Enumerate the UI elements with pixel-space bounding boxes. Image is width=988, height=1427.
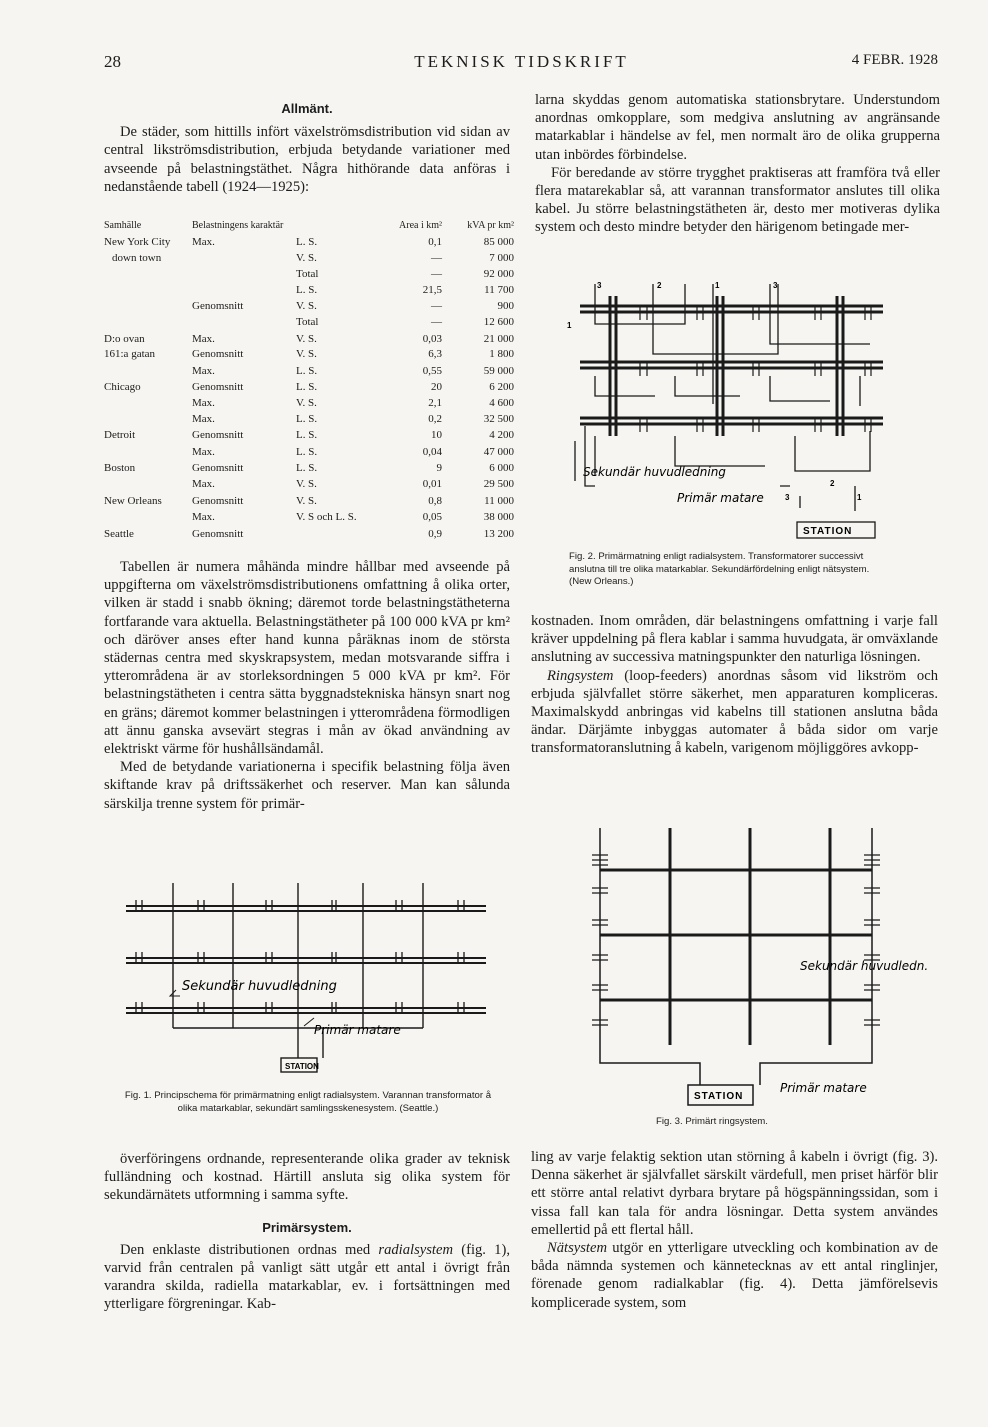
cell-kva: 12 600 bbox=[483, 316, 514, 329]
cell-character bbox=[192, 251, 296, 267]
paragraph: kostnaden. Inom områden, där belastningens omfattning i varje fall kräver uppdelning på flera kablar i samma huvudgata, är omväxlande anslutning av successiva matningspunkter den naturliga lösningen. bbox=[531, 613, 938, 666]
cell-kva: 1 800 bbox=[489, 348, 514, 361]
cell-kva: 11 000 bbox=[484, 494, 514, 507]
cell-character: Genomsnitt bbox=[192, 461, 244, 474]
cell-character: Genomsnitt bbox=[192, 494, 244, 507]
paragraph: Nätsystem utgör en ytterligare utveckling och kombination av de båda nämnda systemen och kännetecknas av ett antal ringlinjer, förenade genom radialkablar (fig. 4). Detta jämförelsevis komplicerade system, som bbox=[531, 1240, 938, 1311]
cell-city: Chicago bbox=[104, 381, 141, 394]
table-row bbox=[104, 428, 514, 444]
cell-system: L. S. bbox=[296, 364, 318, 377]
figure-1-diagram bbox=[118, 878, 498, 1083]
paragraph: ling av varje felaktig sektion utan störning å kabeln i övrigt (fig. 3). Denna säkerhet är självfallet särskilt värdefull, men priset härför blir ett större antal relativt dyrbara brytare på högspänningssidan, som i vissa fall kan tala för andra lösningar. Detta system användes emellertid på ett flertal håll. bbox=[531, 1149, 938, 1238]
fig2-side-label: 1 bbox=[567, 321, 572, 330]
paragraph: överföringens ordnande, representerande olika grader av teknisk fulländning och kostnad. Härtill ansluta sig olika system för sekundärnätets utformning i samma syfte. bbox=[104, 1151, 510, 1204]
fig2-bottom-label: 1 bbox=[857, 493, 862, 502]
cell-city bbox=[104, 299, 192, 315]
cell-area: 0,2 bbox=[428, 413, 442, 426]
paragraph: Ringsystem (loop-feeders) anordnas såsom vid likström och erbjuda självfallet större säkerhet, men apparaturen kompliceras. Maximalskydd anbringas vid kabelns till stationen anslutna båda ändar. Därjämte inbyggas automater å båda sidor om varje transformatoranslutning å kabeln, varigenom möjliggöres avkopp- bbox=[531, 667, 938, 757]
load-density-table bbox=[104, 220, 514, 543]
cell-city: Detroit bbox=[104, 429, 136, 442]
table-row bbox=[104, 396, 514, 412]
paragraph: larna skyddas genom automatiska stationsbrytare. Understundom anordnas omkopplare, som medgiva anslutning av angränsande matarkablar i händelse av fel, men normalt äro de olika grupperna utan inbördes förbindelse. bbox=[535, 92, 940, 163]
fig2-feeder-label: 3 bbox=[597, 281, 602, 290]
cell-kva: 6 000 bbox=[489, 461, 514, 474]
cell-system: L. S. bbox=[296, 413, 318, 426]
cell-character: Max. bbox=[192, 413, 215, 426]
table-row bbox=[104, 315, 514, 332]
cell-system: V. S. bbox=[296, 494, 317, 507]
cell-system: L. S. bbox=[296, 236, 318, 248]
cell-area: 0,1 bbox=[428, 236, 442, 248]
cell-city bbox=[104, 235, 192, 283]
table-row bbox=[104, 363, 514, 380]
cell-area: 0,8 bbox=[428, 494, 442, 507]
cell-city bbox=[104, 396, 192, 412]
cell-kva: 21 000 bbox=[483, 332, 514, 345]
fig1-label-secondary: Sekundär huvudledning bbox=[182, 979, 337, 994]
cell-character: Genomsnitt bbox=[192, 429, 244, 442]
table-row bbox=[104, 380, 514, 396]
cell-kva: 4 600 bbox=[489, 397, 514, 410]
page-number: 28 bbox=[104, 52, 121, 71]
cell-area: — bbox=[431, 316, 442, 329]
fig2-feeder-label: 2 bbox=[657, 281, 662, 290]
table-row bbox=[104, 527, 514, 543]
figure-3-caption: Fig. 3. Primärt ringsystem. bbox=[656, 1116, 768, 1127]
cell-system bbox=[296, 527, 392, 543]
cell-city bbox=[104, 363, 192, 380]
cell-character: Max. bbox=[192, 332, 215, 345]
right-column-middle bbox=[531, 612, 938, 758]
cell-system: Total bbox=[296, 267, 319, 280]
paragraph: Med de betydande variationerna i specifik belastning följa även skiftande krav på driftssäkerhet och reserver. Man kan sålunda särskilja trenne system för primär- bbox=[104, 759, 510, 812]
col-header-city: Samhälle bbox=[104, 220, 142, 231]
table-row bbox=[104, 461, 514, 477]
cell-city bbox=[104, 444, 192, 461]
right-column-bottom bbox=[531, 1148, 938, 1312]
cell-area: 0,9 bbox=[428, 527, 442, 540]
cell-area: 10 bbox=[431, 429, 442, 442]
cell-system: V. S. bbox=[296, 348, 317, 361]
left-column-bottom bbox=[104, 1150, 510, 1314]
fig3-label-secondary: Sekundär huvudledn. bbox=[800, 959, 929, 973]
cell-system: L. S. bbox=[296, 283, 318, 296]
fig2-bottom-label: 2 bbox=[830, 479, 835, 488]
cell-character bbox=[192, 283, 296, 299]
section-title-primarsystem: Primärsystem. bbox=[262, 1219, 352, 1235]
cell-character: Max. bbox=[192, 478, 215, 491]
cell-character: Max. bbox=[192, 397, 215, 410]
figure-3-diagram bbox=[570, 820, 929, 1110]
cell-system: V. S. bbox=[296, 478, 317, 491]
cell-kva: 4 200 bbox=[489, 429, 514, 442]
cell-kva: 59 000 bbox=[483, 364, 514, 377]
cell-kva: 32 500 bbox=[483, 413, 514, 426]
cell-city: 161:a gatan bbox=[104, 348, 156, 361]
cell-area: — bbox=[431, 267, 442, 280]
cell-character: Genomsnitt bbox=[192, 299, 244, 312]
fig1-label-primary: Primär matare bbox=[314, 1023, 401, 1037]
cell-system: L. S. bbox=[296, 445, 318, 458]
cell-character: Genomsnitt bbox=[192, 381, 244, 394]
cell-city: Seattle bbox=[104, 527, 134, 540]
cell-area: 2,1 bbox=[428, 397, 442, 410]
table-row bbox=[104, 347, 514, 363]
col-header-character: Belastningens karaktär bbox=[192, 220, 284, 231]
left-column-top bbox=[104, 100, 510, 196]
table-row bbox=[104, 332, 514, 348]
cell-city bbox=[104, 315, 192, 332]
table-row bbox=[104, 299, 514, 315]
cell-kva: 7 000 bbox=[489, 251, 514, 264]
cell-system: V. S. bbox=[296, 397, 317, 410]
cell-area: — bbox=[431, 299, 442, 312]
table-row bbox=[104, 494, 514, 510]
cell-system: L. S. bbox=[296, 381, 318, 394]
paragraph: För beredande av större trygghet praktiseras att framföra två eller flera matarekablar så, att varannan transformator anslutes till olika kabel. Ju större belastningstätheten är, desto mer motiveras dylika system och desto mindre betyder den härigenom betingade mer- bbox=[535, 164, 940, 236]
cell-kva: 29 500 bbox=[483, 478, 514, 491]
cell-character bbox=[192, 315, 296, 332]
cell-kva: 6 200 bbox=[489, 381, 514, 394]
cell-area: 0,55 bbox=[422, 364, 442, 377]
cell-kva: 11 700 bbox=[484, 283, 514, 296]
cell-system: Total bbox=[296, 316, 319, 329]
cell-area: 9 bbox=[436, 461, 442, 474]
cell-area: 0,04 bbox=[422, 445, 442, 458]
cell-city bbox=[104, 412, 192, 428]
cell-character: Max. bbox=[192, 236, 215, 248]
journal-title: TEKNISK TIDSKRIFT bbox=[414, 52, 629, 71]
cell-system: L. S. bbox=[296, 429, 318, 442]
cell-kva: 47 000 bbox=[483, 445, 514, 458]
left-column-middle bbox=[104, 558, 510, 813]
cell-system: V. S. bbox=[296, 332, 317, 345]
right-column-top bbox=[535, 91, 940, 237]
fig3-label-primary: Primär matare bbox=[780, 1081, 867, 1095]
fig2-feeder-label: 1 bbox=[715, 281, 720, 290]
figure-1-caption: Fig. 1. Principschema för primärmatning enligt radialsystem. Varannan transformator å olika matarkablar, sekundärt samlingsskenesystem. (Seattle.) bbox=[124, 1090, 492, 1114]
cell-kva: 85 000 bbox=[483, 236, 514, 248]
fig2-bottom-label: 3 bbox=[785, 493, 790, 502]
cell-city bbox=[104, 510, 192, 527]
cell-system: L. S. bbox=[296, 461, 318, 474]
cell-area: 0,05 bbox=[422, 511, 442, 524]
paragraph: Den enklaste distributionen ordnas med radialsystem (fig. 1), varvid från centralen på vanligt sätt utgår ett antal i övrigt från varandra skilda, radiella matarkablar, ev. i fortsättningen med ytterligare förgreningar. Kab- bbox=[104, 1241, 510, 1313]
figure-2-diagram bbox=[565, 276, 895, 544]
fig3-station-label: STATION bbox=[694, 1091, 744, 1102]
cell-kva: 13 200 bbox=[483, 527, 514, 540]
table-body bbox=[104, 235, 514, 543]
table-header-row bbox=[104, 220, 514, 235]
table-row bbox=[104, 444, 514, 461]
paragraph: Tabellen är numera måhända mindre hållbar med avseende på uppgifterna om växelströmsdistributionens omfattning å olika orter, vilken är stadd i snabb ökning; däremot torde belastningstätheterna fortfarande vara aktuella. Belastningstätheter på 100 000 kVA pr km² och däröver anses efter hand kunna påräknas inom de största städernas centra med skyskrapsystem, medan motsvarande siffra i ytterområdena är av storleksordningen 5 000 kVA pr km². För belastningstätheten i centra sätta byggnadstekniska hänsyn snart nog en gräns; däremot kommer belastningen i ytterområdena förmodligen att ännu ganska avsevärt stegras i mån av ökad användning av elektriskt värme för hushållsändamål. bbox=[104, 559, 510, 758]
table-row bbox=[104, 283, 514, 299]
cell-city bbox=[104, 283, 192, 299]
col-header-area: Area i km² bbox=[399, 220, 442, 231]
paragraph: De städer, som hittills infört växelströmsdistribution vid sidan av central likströmsdistribution, erbjuda betydande variationer med avseende på belastningstäthet. Några hithörande data anföras i nedanstående tabell (1924—1925): bbox=[104, 124, 510, 195]
cell-city-line2: down town bbox=[112, 251, 162, 264]
cell-city: Boston bbox=[104, 461, 136, 474]
cell-area: 0,01 bbox=[422, 478, 442, 491]
figure-2-caption: Fig. 2. Primärmatning enligt radialsystem. Transformatorer successivt anslutna till tre olika matarkablar. Sekundärfördelning enligt nätsystem. (New Orleans.) bbox=[569, 551, 870, 587]
table-row bbox=[104, 510, 514, 527]
fig2-label-secondary: Sekundär huvudledning bbox=[583, 465, 726, 479]
cell-character: Max. bbox=[192, 511, 215, 524]
table-row bbox=[104, 412, 514, 428]
cell-area: 6,3 bbox=[428, 348, 442, 361]
col-header-kva: kVA pr km² bbox=[467, 220, 514, 231]
cell-kva: 900 bbox=[497, 299, 514, 312]
fig1-station-label: STATION bbox=[285, 1062, 319, 1071]
cell-system: V. S. bbox=[296, 299, 317, 312]
cell-area: 20 bbox=[431, 381, 442, 394]
cell-kva: 38 000 bbox=[483, 511, 514, 524]
cell-character bbox=[192, 267, 296, 283]
issue-date: 4 FEBR. 1928 bbox=[851, 52, 938, 68]
fig2-label-primary: Primär matare bbox=[677, 491, 764, 505]
cell-character: Max. bbox=[192, 364, 215, 377]
cell-area: 21,5 bbox=[422, 283, 442, 296]
cell-system: V. S och L. S. bbox=[296, 511, 357, 524]
cell-city: New Orleans bbox=[104, 494, 162, 507]
fig2-station-label: STATION bbox=[803, 526, 853, 537]
cell-city-line1: New York City bbox=[104, 236, 171, 248]
fig2-feeder-label: 3 bbox=[773, 281, 778, 290]
section-title-allmant: Allmänt. bbox=[281, 101, 333, 116]
cell-character: Genomsnitt bbox=[192, 348, 244, 361]
cell-area: — bbox=[431, 251, 442, 264]
cell-system: V. S. bbox=[296, 251, 317, 264]
table-row bbox=[104, 235, 514, 251]
cell-city bbox=[104, 477, 192, 494]
cell-character: Genomsnitt bbox=[192, 527, 244, 540]
cell-kva: 92 000 bbox=[483, 267, 514, 280]
table-row bbox=[104, 477, 514, 494]
cell-area: 0,03 bbox=[422, 332, 442, 345]
cell-city: D:o ovan bbox=[104, 332, 145, 345]
cell-character: Max. bbox=[192, 445, 215, 458]
